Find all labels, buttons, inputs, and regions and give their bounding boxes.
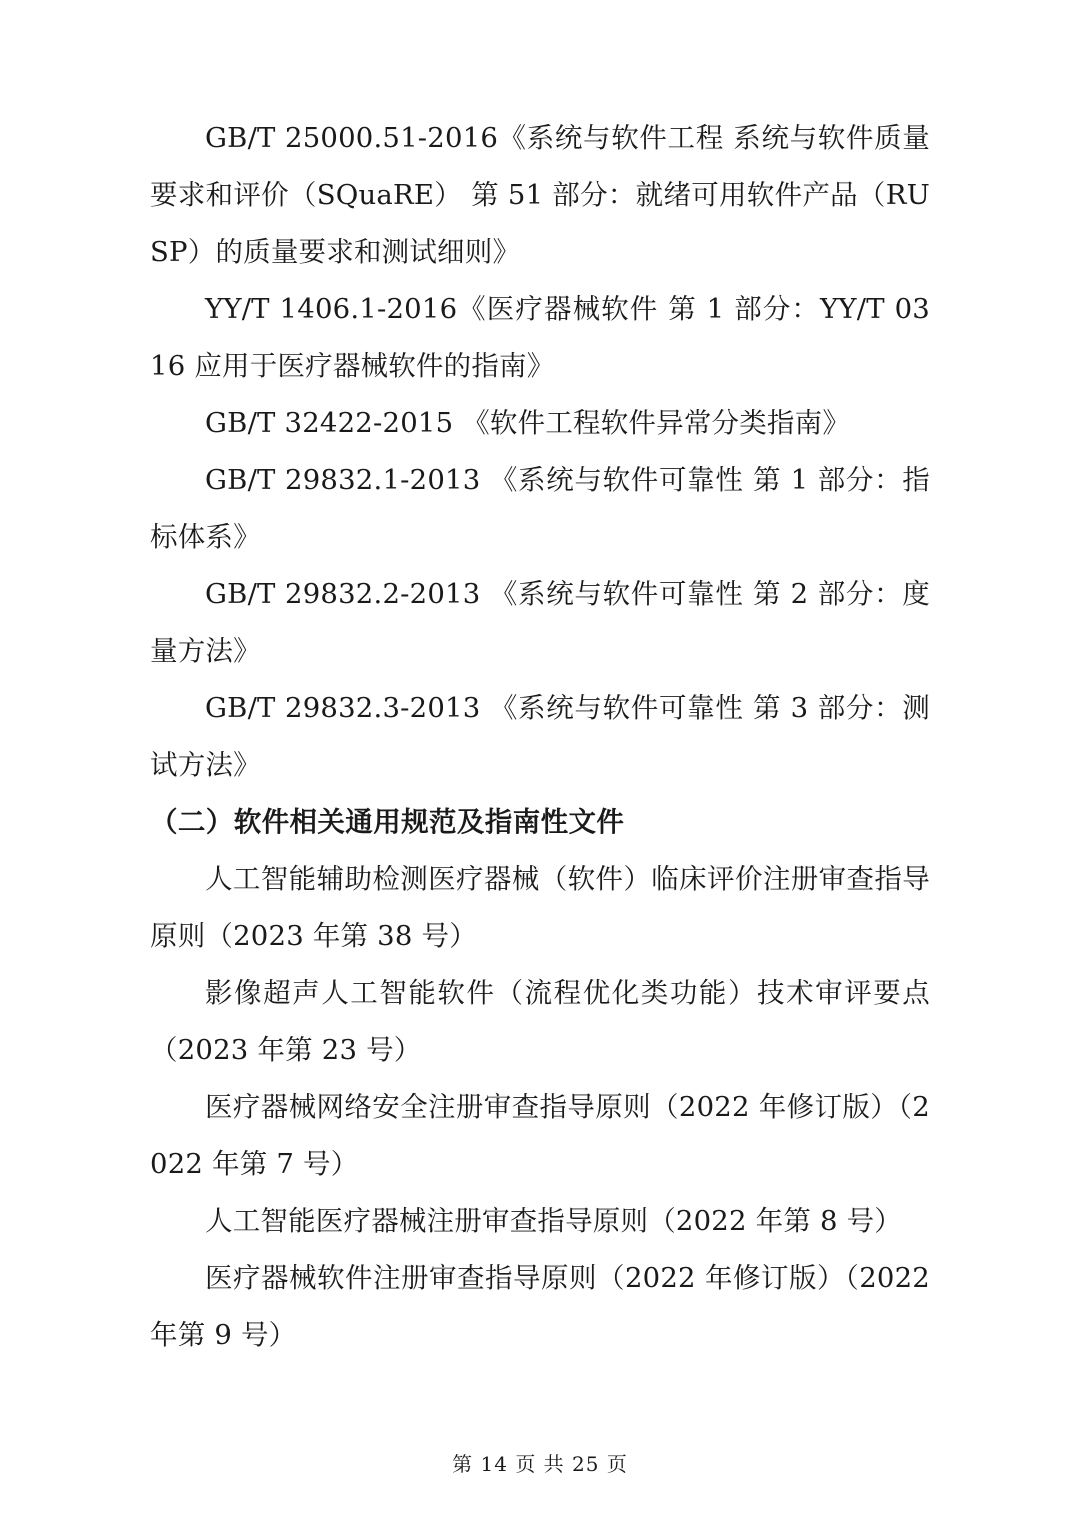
guideline-ai-medical-device: 人工智能医疗器械注册审查指导原则（2022 年第 8 号） (205, 1205, 903, 1237)
document-body (150, 110, 930, 1364)
guideline-ai-assisted-detection: 人工智能辅助检测医疗器械（软件）临床评价注册审查指导原则（2023 年第 38 号） (150, 863, 930, 952)
standard-gbt-25000-51: GB/T 25000.51-2016《系统与软件工程 系统与软件质量要求和评价（SQuaRE） 第 51 部分：就绪可用软件产品（RUSP）的质量要求和测试细则》 (150, 122, 930, 268)
guideline-cybersecurity: 医疗器械网络安全注册审查指导原则（2022 年修订版）（2022 年第 7 号） (150, 1091, 930, 1180)
standard-gbt-29832-1: GB/T 29832.1-2013 《系统与软件可靠性 第 1 部分：指标体系》 (150, 464, 930, 553)
page-number: 第 14 页 共 25 页 (452, 1452, 628, 1476)
guideline-medical-device-software: 医疗器械软件注册审查指导原则（2022 年修订版）（2022 年第 9 号） (150, 1262, 930, 1351)
page-footer (0, 1448, 1080, 1477)
guideline-ultrasound-ai-software: 影像超声人工智能软件（流程优化类功能）技术审评要点（2023 年第 23 号） (150, 977, 930, 1066)
standard-gbt-29832-2: GB/T 29832.2-2013 《系统与软件可靠性 第 2 部分：度量方法》 (150, 578, 930, 667)
standard-yyt-1406-1: YY/T 1406.1-2016《医疗器械软件 第 1 部分：YY/T 0316 应用于医疗器械软件的指南》 (150, 293, 930, 382)
standard-gbt-29832-3: GB/T 29832.3-2013 《系统与软件可靠性 第 3 部分：测试方法》 (150, 692, 930, 781)
standard-gbt-32422: GB/T 32422-2015 《软件工程软件异常分类指南》 (205, 407, 851, 439)
section-heading-two: （二）软件相关通用规范及指南性文件 (150, 806, 625, 838)
